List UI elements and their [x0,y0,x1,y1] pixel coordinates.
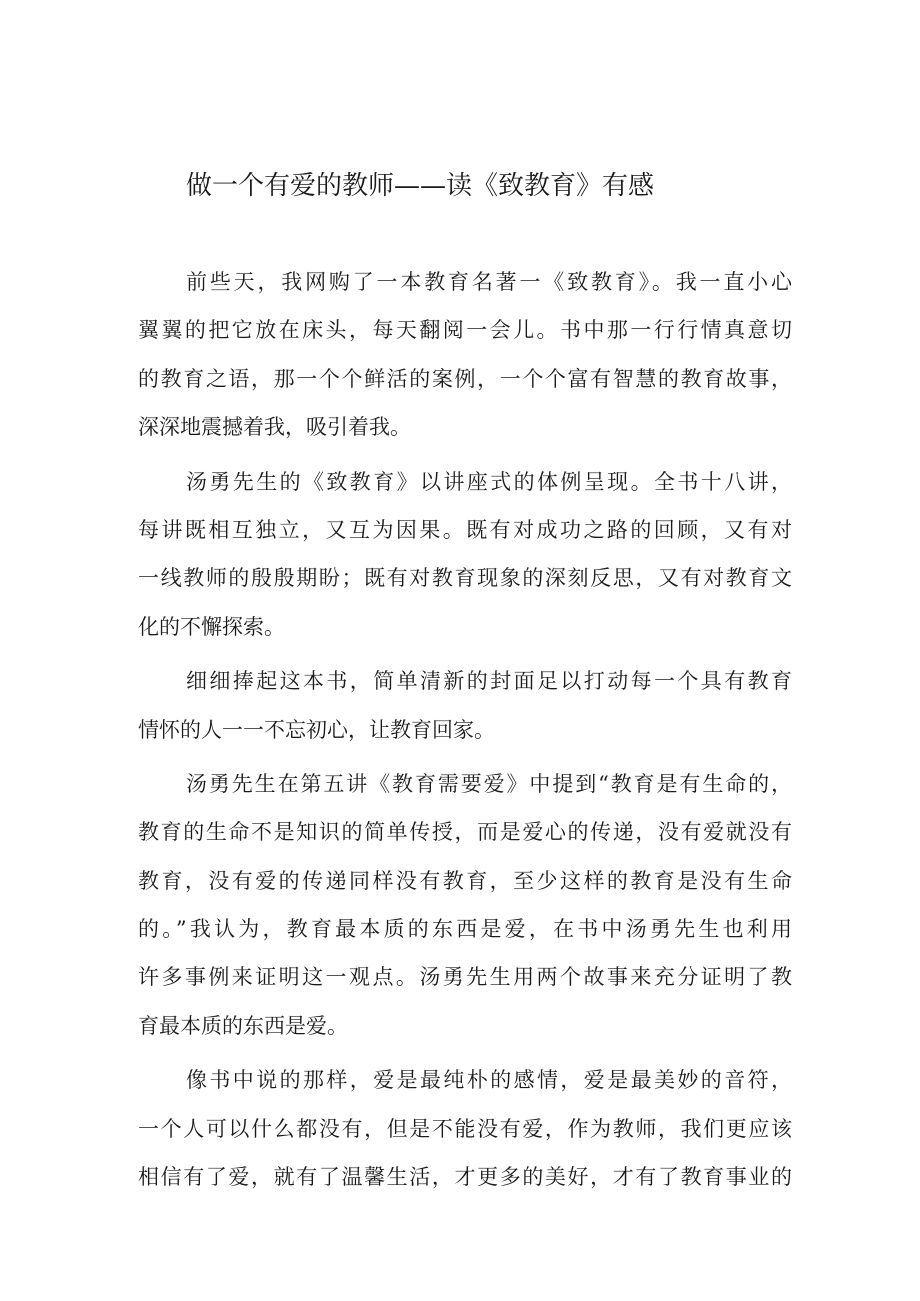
text-line: 相信有了爱，就有了温馨生活，才更多的美好，才有了教育事业的 [138,1165,792,1190]
text-line: 像书中说的那样，爱是最纯朴的感情，爱是最美妙的音符， [186,1068,792,1093]
page-title: 做一个有爱的教师——读《致教育》有感 [186,171,655,201]
text-line: 许多事例来证明这一观点。汤勇先生用两个故事来充分证明了教 [138,965,792,990]
paragraph-2 [138,458,792,652]
paragraph-3 [138,657,792,754]
paragraph-4 [138,760,792,1050]
text-line: 翼翼的把它放在床头，每天翻阅一会儿。书中那一行行情真意切 [138,318,792,343]
text-line: 深深地震撼着我，吸引着我。 [138,415,411,440]
text-line: 化的不懈探索。 [138,614,285,639]
paragraph-1 [138,258,792,452]
text-line: 教育的生命不是知识的简单传授，而是爱心的传递，没有爱就没有 [138,820,792,845]
text-line: 前些天，我网购了一本教育名著一《致教育》。我一直小心 [186,270,792,294]
text-line: 细细捧起这本书，简单清新的封面足以打动每一个具有教育 [186,669,792,694]
text-line: 的。”我认为，教育最本质的东西是爱，在书中汤勇先生也利用 [138,917,792,942]
text-line: 每讲既相互独立，又互为因果。既有对成功之路的回顾，又有对 [138,517,792,542]
text-line: 一个人可以什么都没有，但是不能没有爱，作为教师，我们更应该 [138,1116,792,1141]
text-line: 情怀的人一一不忘初心，让教育回家。 [138,717,495,742]
text-line: 汤勇先生的《致教育》以讲座式的体例呈现。全书十八讲， [186,469,792,494]
text-line: 汤勇先生在第五讲《教育需要爱》中提到“教育是有生命的， [186,771,792,796]
text-line: 育最本质的东西是爱。 [138,1013,348,1038]
text-line: 的教育之语，那一个个鲜活的案例，一个个富有智慧的教育故事， [138,366,792,391]
text-line: 教育，没有爱的传递同样没有教育，至少这样的教育是没有生命 [138,868,792,893]
text-line: 一线教师的殷殷期盼；既有对教育现象的深刻反思，又有对教育文 [138,566,792,591]
document-body [138,258,792,1207]
paragraph-5 [138,1056,792,1201]
